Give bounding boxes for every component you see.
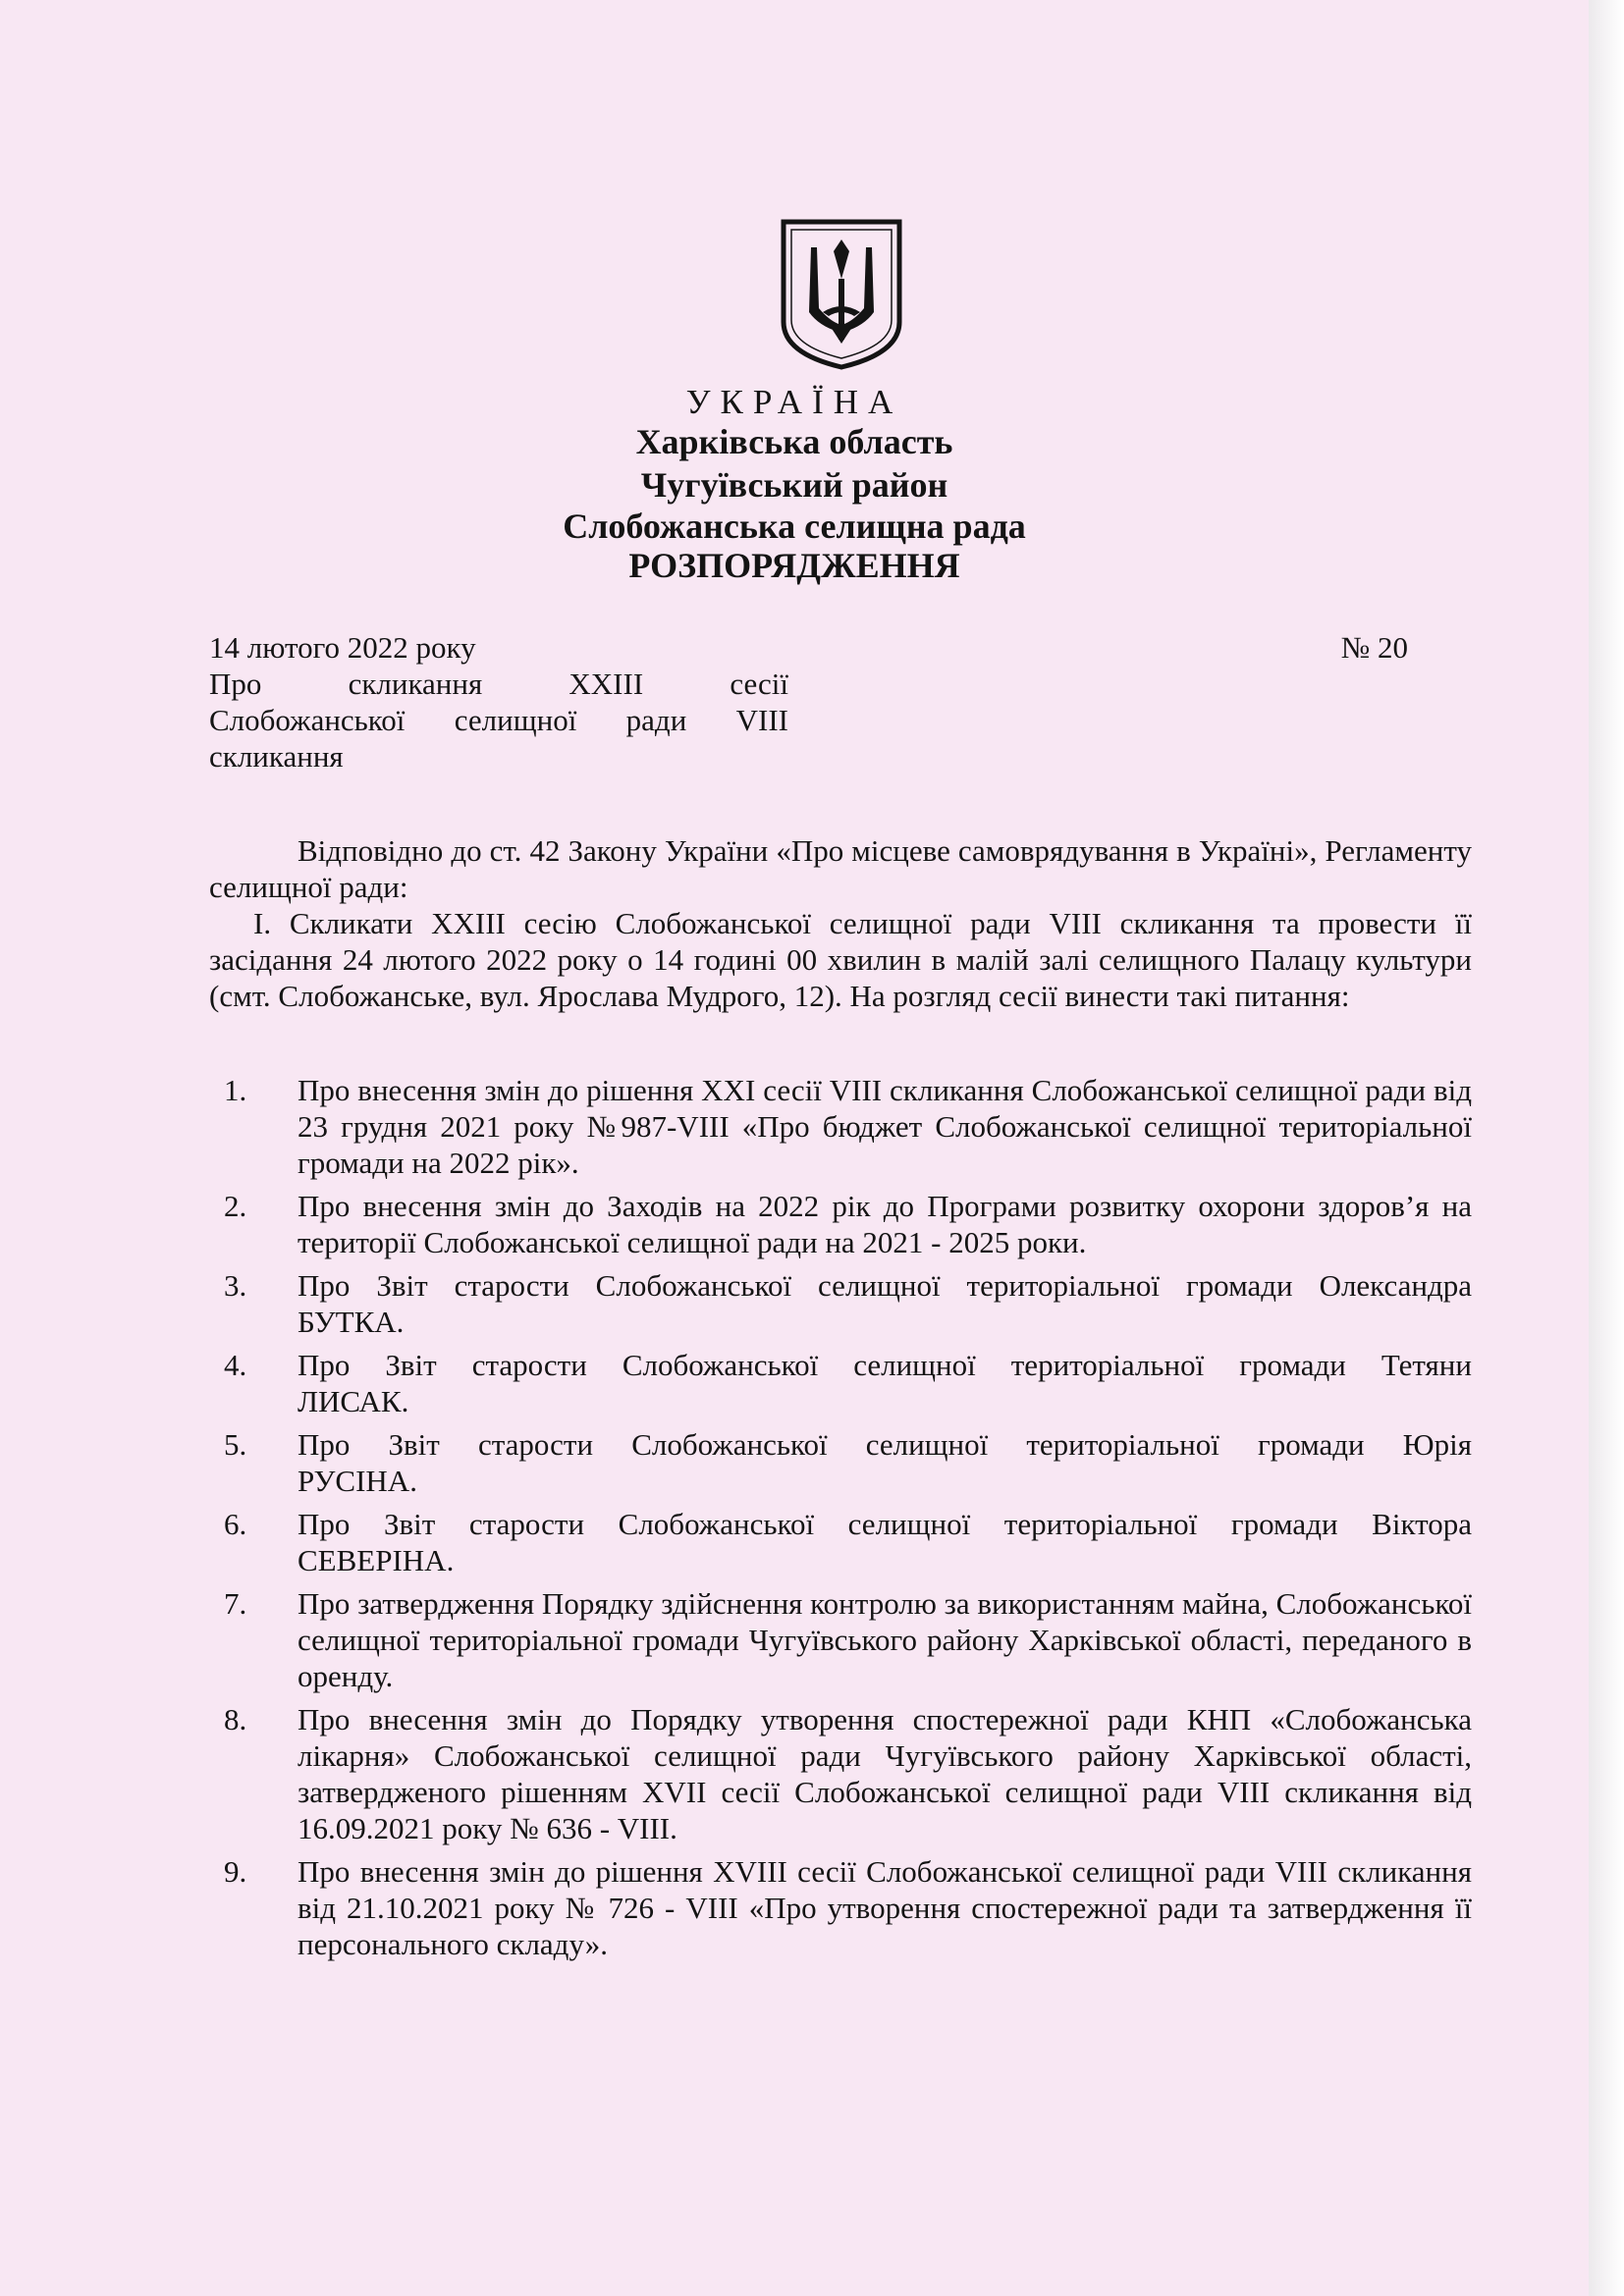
subject-line-2: Слобожанської селищної ради VIII [209,703,788,737]
subject-line-1: Про скликання XXIII сесії [209,667,788,701]
document-number: № 20 [1340,630,1408,665]
document-date: 14 лютого 2022 року [209,630,476,665]
agenda-item-9 [209,1853,1472,1962]
agenda-item-number: 2. [224,1189,247,1223]
coat-of-arms-icon [780,218,903,371]
agenda-item-text: Про внесення змін до Порядку утворення спостережної ради КНП «Слобожанська лікарня» Слобожанської селищної ради Чугуївського району Харківської області, затвердженого рішенням XVII сесії Слобожанської селищної ради VIII скликання від 16.09.2021 року № 636 - VIII. [298,1702,1472,1845]
agenda-item-text: Про Звіт старости Слобожанської селищної територіальної громади Тетяни ЛИСАК. [298,1348,1472,1418]
district-heading: Чугуївський район [640,465,948,505]
region-heading: Харківська область [635,422,953,461]
agenda-item-text: Про Звіт старости Слобожанської селищної територіальної громади Віктора СЕВЕРІНА. [298,1507,1472,1577]
agenda-item-number: 4. [224,1348,247,1382]
agenda-item-text: Про Звіт старости Слобожанської селищної територіальної громади Олександра БУТКА. [298,1268,1472,1339]
agenda-item-5 [209,1426,1472,1499]
agenda-item-2 [209,1188,1472,1260]
scan-edge [1589,0,1624,2296]
agenda-item-text: Про Звіт старости Слобожанської селищної територіальної громади Юрія РУСІНА. [298,1427,1472,1498]
council-heading: Слобожанська селищна рада [563,507,1026,546]
agenda-item-7 [209,1585,1472,1694]
agenda-item-text: Про внесення змін до рішення XXI сесії VIII скликання Слобожанської селищної ради від 23 грудня 2021 року №987-VIII «Про бюджет Слобожанської селищної територіальної громади на 2022 рік». [298,1073,1472,1180]
agenda-item-number: 8. [224,1702,247,1736]
order-item-I: І. Скликати XXIII сесію Слобожанської селищної ради VIII скликання та провести її засідання 24 лютого 2022 року о 14 годині 00 хвилин в малій залі селищного Палацу культури (смт. Слобожанське, вул. Ярослава Мудрого, 12). На розгляд сесії винести такі питання: [209,906,1472,1013]
agenda-item-1 [209,1072,1472,1181]
agenda-item-number: 9. [224,1854,247,1889]
agenda-item-text: Про внесення змін до рішення XVIII сесії Слобожанської селищної ради VIII скликання від 21.10.2021 року № 726 - VIII «Про утворення спостережної ради та затвердження її персонального складу». [298,1854,1472,1961]
country-heading: УКРАЇНА [685,383,903,421]
agenda-item-number: 3. [224,1268,247,1303]
agenda-item-4 [209,1347,1472,1419]
agenda-list [209,1072,1472,1969]
agenda-item-8 [209,1701,1472,1846]
agenda-item-3 [209,1267,1472,1340]
document-type-heading: РОЗПОРЯДЖЕННЯ [628,546,960,585]
agenda-item-number: 7. [224,1586,247,1621]
agenda-item-6 [209,1506,1472,1578]
agenda-item-number: 5. [224,1427,247,1462]
agenda-item-text: Про затвердження Порядку здійснення контролю за використанням майна, Слобожанської селищної територіальної громади Чугуївського району Харківської області, переданого в оренду. [298,1586,1472,1693]
intro-paragraph: Відповідно до ст. 42 Закону України «Про місцеве самоврядування в Україні», Регламенту селищної ради: [209,833,1472,904]
agenda-item-text: Про внесення змін до Заходів на 2022 рік до Програми розвитку охорони здоров’я на території Слобожанської селищної ради на 2021 - 2025 роки. [298,1189,1472,1259]
agenda-item-number: 1. [224,1073,247,1107]
subject-line-3: скликання [209,739,344,774]
agenda-item-number: 6. [224,1507,247,1541]
